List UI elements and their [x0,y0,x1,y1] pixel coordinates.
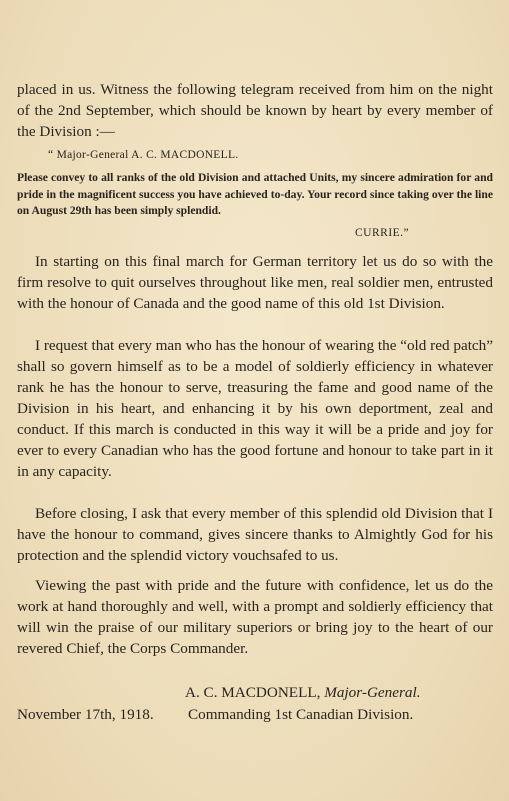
paragraph-request: I request that every man who has the honour of wearing the “old red patch” shall so govern himself as to be a model of soldierly efficiency in whatever rank he has the honour to serve, treasuring the fame and good name of the Division in his heart, and enhancing it by his own deportment, zeal and conduct. If this march is conducted in this way it will be a pride and joy for ever to every Canadian who has the good fortune and honour to take part in it in any capacity. [17,337,493,480]
telegram-signature: CURRIE.” [355,227,410,239]
telegram-salutation: “ Major-General A. C. MACDONELL. [48,149,239,161]
intro-paragraph: placed in us. Witness the following telegram received from him on the night of the 2nd September, which should be known by heart by every member of the Division :— [17,81,493,140]
signature-command: Commanding 1st Canadian Division. [188,706,414,723]
signature-name: A. C. MACDONELL, [185,684,321,701]
signature-date: November 17th, 1918. [17,706,154,723]
telegram-body: Please convey to all ranks of the old Division and attached Units, my sincere admiration for and pride in the magnificent success you have achieved to-day. Your record since taking over the line on August 29th has been simply splendid. [17,171,493,217]
signature-rank: Major-General. [324,684,421,701]
paragraph-closing: Before closing, I ask that every member of this splendid old Division that I have the honour to command, gives sincere thanks to Almightly God for his protection and the splendid victory vouchsafed to us. [17,505,493,564]
signature-line [185,684,421,702]
paragraph-march: In starting on this final march for German territory let us do so with the firm resolve to quit ourselves throughout like men, real soldier men, entrusted with the honour of Canada and the good name of this old 1st Division. [17,253,493,312]
paragraph-viewing: Viewing the past with pride and the future with confidence, let us do the work at hand thoroughly and well, with a prompt and soldierly efficiency that will win the praise of our military superiors or bring joy to the heart of our revered Chief, the Corps Commander. [17,577,493,657]
